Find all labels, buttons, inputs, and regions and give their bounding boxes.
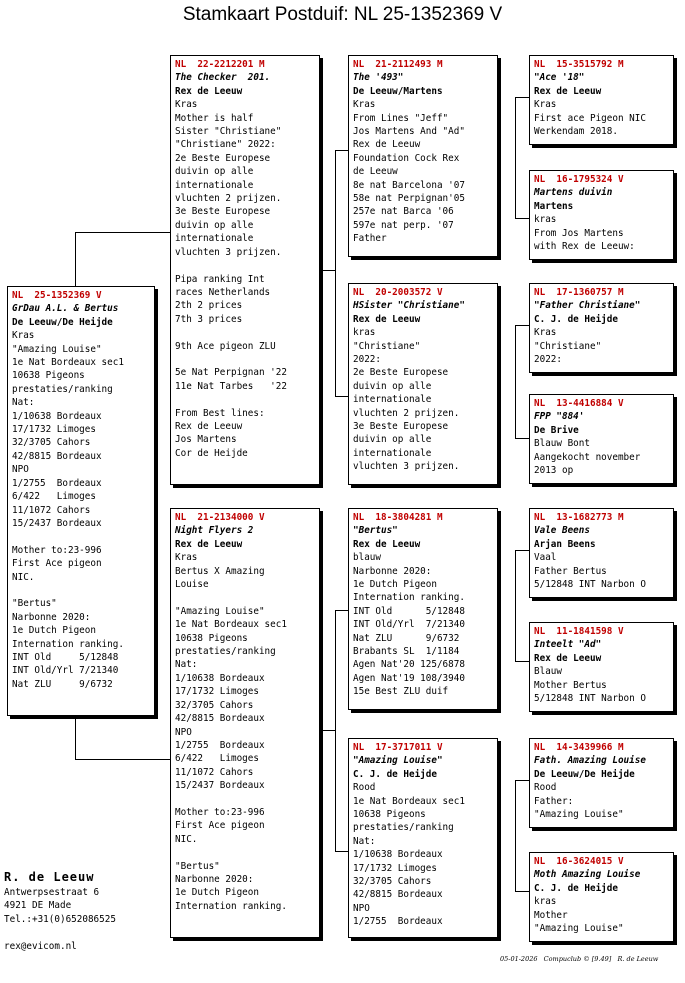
owner-name: R. de Leeuw (4, 870, 95, 884)
subject-card[interactable] (7, 286, 155, 716)
ring-number: NL 16-1795324 V (534, 174, 624, 185)
notes: Rood Father: "Amazing Louise" (534, 782, 624, 821)
ring-number: NL 14-3439966 M (534, 742, 624, 753)
ddd-card[interactable] (529, 852, 674, 942)
dam-dam-card[interactable] (348, 738, 498, 938)
pigeon-name: Inteelt "Ad" (534, 639, 602, 651)
page-title: Stamkaart Postduif: NL 25-1352369 V (182, 4, 503, 25)
notes: Kras First ace Pigeon NIC Werkendam 2018. (534, 99, 646, 138)
ring-number: NL 16-3624015 V (534, 856, 624, 867)
notes: kras Mother "Amazing Louise" (534, 896, 624, 935)
dds-card[interactable] (529, 738, 674, 828)
pigeon-name: HSister "Christiane" (353, 300, 465, 312)
breeder: De Leeuw/Martens (353, 85, 443, 97)
ring-number: NL 22-2212201 M (175, 59, 265, 70)
dsd-card[interactable] (529, 622, 674, 712)
notes: Blauw Mother Bertus 5/12848 INT Narbon O (534, 666, 646, 705)
dam-card[interactable] (170, 508, 320, 938)
notes: Blauw Bont Aangekocht november 2013 op (534, 438, 641, 477)
owner-street: Antwerpsestraat 6 (4, 887, 100, 898)
notes: blauw Narbonne 2020: 1e Dutch Pigeon Internation ranking. INT Old 5/12848 INT Old/Yrl 7/21340 Nat ZLU 9/6732 Brabants SL 1/1184 Agen Nat'20 125/6878 Agen Nat'19 108/3940 15e Best ZLU duif (353, 552, 465, 698)
ring-number: NL 17-3717011 V (353, 742, 443, 753)
sire-card[interactable] (170, 55, 320, 485)
footer-info: 05-01-2026 Compuclub © [9.49] R. de Leeuw (500, 955, 659, 963)
connector-sire-stub (323, 270, 335, 271)
breeder: Rex de Leeuw (175, 538, 243, 550)
breeder: Arjan Beens (534, 538, 596, 550)
pigeon-name: "Bertus" (353, 525, 398, 537)
sds-card[interactable] (529, 283, 674, 373)
connector-dd (515, 780, 529, 892)
connector-ss (515, 97, 529, 219)
notes: kras From Jos Martens with Rex de Leeuw: (534, 214, 635, 253)
breeder: Rex de Leeuw (353, 313, 421, 325)
notes: kras "Christiane" 2022: 2e Beste Europese duivin op alle internationale vluchten 2 prijzen. 3e Beste Europese duivin op alle internationale vluchten 3 prijzen. (353, 327, 460, 473)
notes: Kras "Christiane" 2022: (534, 327, 602, 366)
ring-number: NL 17-1360757 M (534, 287, 624, 298)
breeder: C. J. de Heijde (534, 882, 618, 894)
pigeon-name: Fath. Amazing Louise (534, 755, 646, 767)
pigeon-name: Vale Beens (534, 525, 590, 537)
notes: Kras "Amazing Louise" 1e Nat Bordeaux sec1 10638 Pigeons prestaties/ranking Nat: 1/10638 Bordeaux 17/1732 Limoges 32/3705 Cahors 42/8815 Bordeaux NPO 1/2755 Bordeaux 6/422 Limoges 11/1072 Cahors 15/2437 Bordeaux Mother to:23-996 First Ace pigeon NIC. "Bertus" Narbonne 2020: 1e Dutch Pigeon Internation ranking. INT Old 5/12848 INT Old/Yrl 7/21340 Nat ZLU 9/6732 (12, 330, 124, 690)
connector-sire-grandparents (335, 150, 348, 397)
pigeon-name: Martens duivin (534, 187, 613, 199)
owner-info (4, 868, 116, 954)
ring-number: NL 11-1841598 V (534, 626, 624, 637)
breeder: De Brive (534, 424, 579, 436)
notes: Vaal Father Bertus 5/12848 INT Narbon O (534, 552, 646, 591)
pigeon-name: "Ace '18" (534, 72, 585, 84)
ring-number: NL 13-1682773 M (534, 512, 624, 523)
pigeon-name: FPP "884' (534, 411, 585, 423)
breeder: Rex de Leeuw (534, 85, 602, 97)
pigeon-name: The Checker 201. (175, 72, 271, 84)
sss-card[interactable] (529, 55, 674, 145)
breeder: Rex de Leeuw (353, 538, 421, 550)
connector-subject-stub (75, 232, 76, 288)
sire-dam-card[interactable] (348, 283, 498, 485)
ring-number: NL 15-3515792 M (534, 59, 624, 70)
sire-sire-card[interactable] (348, 55, 498, 257)
notes: Kras From Lines "Jeff" Jos Martens And "Ad" Rex de Leeuw Foundation Cock Rex de Leeuw 8e nat Barcelona '07 58e nat Perpignan'05 257e nat Barca '06 597e nat perp. '07 Father (353, 99, 465, 245)
ring-number: NL 25-1352369 V (12, 290, 102, 301)
notes: Kras Bertus X Amazing Louise "Amazing Louise" 1e Nat Bordeaux sec1 10638 Pigeons prestaties/ranking Nat: 1/10638 Bordeaux 17/1732 Limoges 32/3705 Cahors 42/8815 Bordeaux NPO 1/2755 Bordeaux 6/422 Limoges 11/1072 Cahors 15/2437 Bordeaux Mother to:23-996 First Ace pigeon NIC. "Bertus" Narbonne 2020: 1e Dutch Pigeon Internation ranking. (175, 552, 287, 912)
breeder: Martens (534, 200, 574, 212)
ring-number: NL 21-2112493 M (353, 59, 443, 70)
notes: Kras Mother is half Sister "Christiane" "Christiane" 2022: 2e Beste Europese duivin op alle internationale vluchten 2 prijzen. 3e Beste Europese duivin op alle internationale vluchten 3 prijzen. Pipa ranking Int races Netherlands 2th 2 prices 7th 3 prices 9th Ace pigeon ZLU 5e Nat Perpignan '22 11e Nat Tarbes '22 From Best lines: Rex de Leeuw Jos Martens Cor de Heijde (175, 99, 287, 459)
breeder: De Leeuw/De Heijde (12, 316, 113, 328)
breeder: Rex de Leeuw (175, 85, 243, 97)
breeder: C. J. de Heijde (534, 313, 618, 325)
pigeon-name: GrDau A.L. & Bertus (12, 303, 119, 315)
owner-phone: Tel.:+31(0)652086525 (4, 913, 116, 925)
connector-ds (515, 550, 529, 662)
breeder: C. J. de Heijde (353, 768, 437, 780)
sdd-card[interactable] (529, 394, 674, 484)
ring-number: NL 18-3804281 M (353, 512, 443, 523)
pigeon-name: The '493" (353, 72, 404, 84)
ring-number: NL 21-2134000 V (175, 512, 265, 523)
ssd-card[interactable] (529, 170, 674, 260)
ring-number: NL 13-4416884 V (534, 398, 624, 409)
owner-city: 4921 DE Made (4, 900, 72, 912)
breeder: De Leeuw/De Heijde (534, 768, 635, 780)
ring-number: NL 20-2003572 V (353, 287, 443, 298)
pigeon-name: Night Flyers 2 (175, 525, 254, 537)
pigeon-name: "Amazing Louise" (353, 755, 443, 767)
owner-email[interactable]: rex@evicom.nl (4, 941, 77, 953)
pigeon-name: "Father Christiane" (534, 300, 641, 312)
dam-sire-card[interactable] (348, 508, 498, 710)
connector-sd (515, 325, 529, 439)
dss-card[interactable] (529, 508, 674, 598)
pigeon-name: Moth Amazing Louise (534, 869, 641, 881)
breeder: Rex de Leeuw (534, 652, 602, 664)
notes: Rood 1e Nat Bordeaux sec1 10638 Pigeons prestaties/ranking Nat: 1/10638 Bordeaux 17/1732 Limoges 32/3705 Cahors 42/8815 Bordeaux NPO 1/2755 Bordeaux (353, 782, 465, 928)
connector-dam-stub (323, 730, 335, 731)
connector-dam-grandparents (335, 610, 348, 852)
